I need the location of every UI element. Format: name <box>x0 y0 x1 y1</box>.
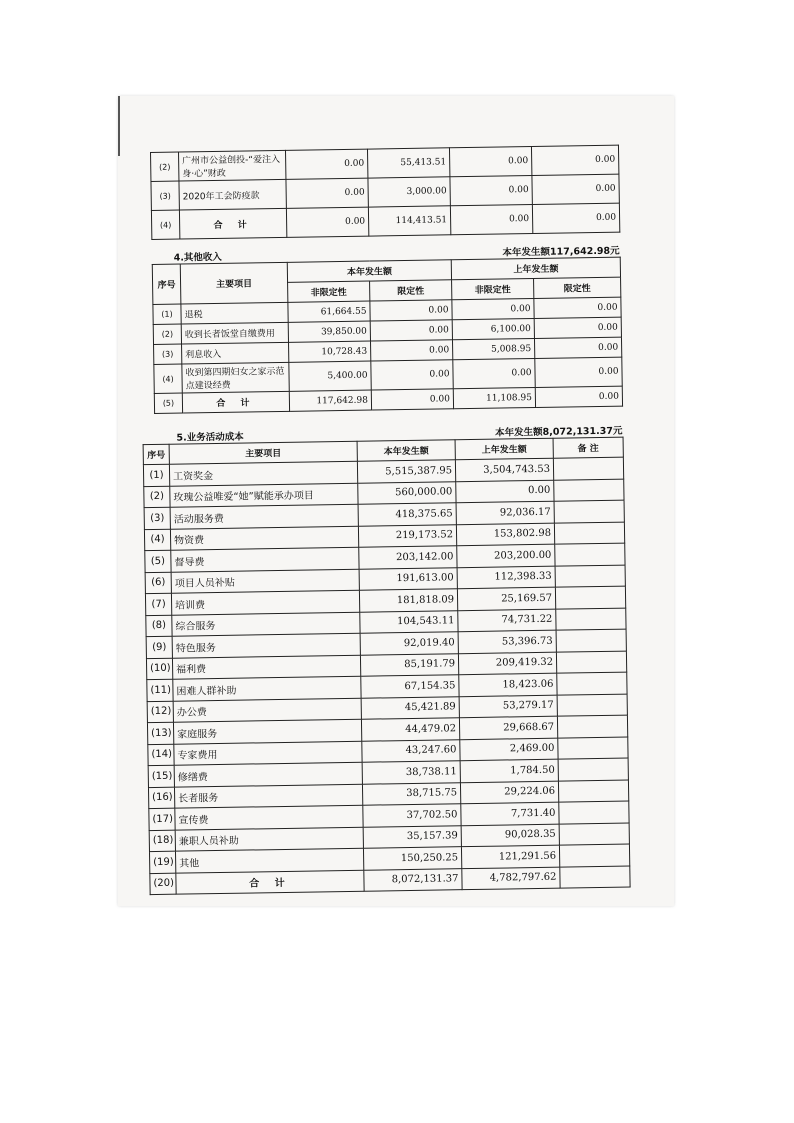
row-remark <box>555 586 625 609</box>
row-previous: 74,731.22 <box>458 609 556 632</box>
row-current: 35,157.39 <box>363 825 461 848</box>
row-remark <box>558 758 628 781</box>
row-item: 收到第四期妇女之家示范点建设经费 <box>182 362 289 393</box>
row-value: 10,728.43 <box>289 341 371 362</box>
row-value: 0.00 <box>534 297 621 318</box>
business-cost-total-note: 本年发生额8,072,131.37元 <box>495 425 623 439</box>
col-current: 本年发生额 <box>287 260 451 283</box>
row-remark <box>553 457 623 480</box>
other-income-title: 4.其他收入 <box>173 251 222 264</box>
row-current: 203,142.00 <box>359 546 457 569</box>
row-value: 0.00 <box>285 149 367 179</box>
row-value: 0.00 <box>531 145 618 175</box>
row-remark <box>556 651 626 674</box>
row-value: 61,664.55 <box>288 301 370 322</box>
row-value: 0.00 <box>532 174 619 204</box>
row-current: 8,072,131.37 <box>364 868 462 891</box>
row-previous: 29,668.67 <box>459 716 557 739</box>
row-item: 福利费 <box>172 655 360 679</box>
row-seq: (3) <box>144 507 170 529</box>
row-remark <box>556 608 626 631</box>
row-value: 55,413.51 <box>367 148 449 178</box>
row-previous: 1,784.50 <box>460 759 558 782</box>
row-seq: (15) <box>148 765 174 787</box>
row-current: 418,375.65 <box>358 503 456 526</box>
row-value: 0.00 <box>535 386 622 407</box>
row-value: 0.00 <box>450 205 532 235</box>
row-seq: (19) <box>149 851 175 873</box>
row-previous: 18,423.06 <box>459 673 557 696</box>
row-remark <box>555 543 625 566</box>
row-item: 困难人群补助 <box>173 676 361 700</box>
row-item: 收到长者饭堂自缴费用 <box>181 322 288 344</box>
row-seq: (3) <box>151 181 179 210</box>
row-current: 38,715.75 <box>362 782 460 805</box>
row-current: 37,702.50 <box>363 804 461 827</box>
row-value: 0.00 <box>370 320 452 341</box>
row-seq: (8) <box>146 615 172 637</box>
row-previous: 203,200.00 <box>457 544 555 567</box>
col-item: 主要项目 <box>169 441 357 464</box>
row-current: 150,250.25 <box>363 847 461 870</box>
row-current: 5,515,387.95 <box>357 460 455 483</box>
col-cur-unrestricted: 非限定性 <box>288 281 370 302</box>
row-value: 5,008.95 <box>453 338 535 359</box>
row-seq: (1) <box>153 304 181 324</box>
row-item: 合 计 <box>176 870 364 894</box>
row-seq: (13) <box>147 722 173 744</box>
row-item: 2020年工会防疫款 <box>179 179 286 210</box>
document-page <box>147 145 630 895</box>
row-item: 长者服务 <box>174 784 362 808</box>
row-seq: (4) <box>151 210 179 239</box>
row-value: 0.00 <box>286 207 368 237</box>
row-seq: (1) <box>143 464 169 486</box>
row-item: 活动服务费 <box>170 504 358 528</box>
row-seq: (20) <box>150 873 176 895</box>
other-income-table <box>152 257 623 414</box>
col-current: 本年发生额 <box>357 440 455 462</box>
row-previous: 2,469.00 <box>460 738 558 761</box>
income-continuation-table <box>150 145 620 240</box>
row-previous: 0.00 <box>456 480 554 503</box>
row-item: 督导费 <box>171 547 359 571</box>
row-item: 其他 <box>175 848 363 872</box>
row-remark <box>558 737 628 760</box>
row-current: 219,173.52 <box>358 524 456 547</box>
row-remark <box>557 715 627 738</box>
row-item: 宣传费 <box>175 805 363 829</box>
row-current: 191,613.00 <box>359 567 457 590</box>
business-cost-table <box>143 437 631 895</box>
row-value: 0.00 <box>450 176 532 206</box>
row-current: 45,421.89 <box>361 696 459 719</box>
row-seq: (16) <box>148 787 174 809</box>
row-item: 玫瑰公益唯爱“她”赋能承办项目 <box>170 483 358 507</box>
row-value: 0.00 <box>534 337 621 358</box>
row-item: 退税 <box>181 302 288 324</box>
row-previous: 25,169.57 <box>457 587 555 610</box>
row-item: 广州市公益创投-“爱注入身·心”财政 <box>179 150 286 181</box>
row-value: 0.00 <box>286 178 368 208</box>
row-previous: 112,398.33 <box>457 566 555 589</box>
row-item: 物资费 <box>170 526 358 550</box>
row-seq: (6) <box>145 572 171 594</box>
row-value: 0.00 <box>449 147 531 177</box>
row-value: 0.00 <box>371 360 453 390</box>
row-seq: (18) <box>149 830 175 852</box>
col-remark: 备 注 <box>553 437 623 458</box>
row-value: 0.00 <box>370 340 452 361</box>
row-seq: (5) <box>145 550 171 572</box>
table-row <box>151 203 619 239</box>
col-cur-restricted: 限定性 <box>370 280 452 301</box>
row-item: 兼职人员补助 <box>175 827 363 851</box>
row-current: 43,247.60 <box>362 739 460 762</box>
col-previous: 上年发生额 <box>451 257 620 280</box>
col-prev-restricted: 限定性 <box>534 277 621 298</box>
row-item: 项目人员补贴 <box>171 569 359 593</box>
col-previous: 上年发生额 <box>455 438 553 460</box>
row-value: 117,642.98 <box>289 390 371 411</box>
other-income-total-note: 本年发生额117,642.98元 <box>502 245 620 259</box>
row-item: 修缮费 <box>174 762 362 786</box>
row-item: 培训费 <box>171 590 359 614</box>
row-value: 0.00 <box>453 358 535 388</box>
row-value: 0.00 <box>371 389 453 410</box>
row-previous: 121,291.56 <box>461 845 559 868</box>
col-seq: 序号 <box>152 264 181 304</box>
row-value: 39,850.00 <box>288 321 370 342</box>
row-item: 合 计 <box>182 391 289 413</box>
row-value: 0.00 <box>532 203 619 233</box>
row-previous: 3,504,743.53 <box>455 458 553 481</box>
row-seq: (3) <box>154 344 182 364</box>
business-cost-title: 5.业务活动成本 <box>176 431 244 444</box>
col-prev-unrestricted: 非限定性 <box>452 278 534 299</box>
row-value: 0.00 <box>370 300 452 321</box>
row-remark <box>558 780 628 803</box>
row-value: 0.00 <box>452 298 534 319</box>
row-value: 5,400.00 <box>289 361 371 391</box>
row-item: 合 计 <box>179 208 286 239</box>
row-current: 44,479.02 <box>361 718 459 741</box>
row-seq: (12) <box>147 701 173 723</box>
col-seq: 序号 <box>143 444 169 464</box>
row-previous: 90,028.35 <box>461 824 559 847</box>
row-seq: (11) <box>147 679 173 701</box>
row-current: 181,818.09 <box>359 589 457 612</box>
row-value: 0.00 <box>535 357 622 387</box>
row-seq: (2) <box>144 486 170 508</box>
row-remark <box>554 479 624 502</box>
row-item: 综合服务 <box>172 612 360 636</box>
row-item: 办公费 <box>173 698 361 722</box>
row-current: 85,191.79 <box>360 653 458 676</box>
row-remark <box>557 694 627 717</box>
row-current: 104,543.11 <box>360 610 458 633</box>
row-value: 11,108.95 <box>453 387 535 408</box>
row-value: 3,000.00 <box>368 177 450 207</box>
row-remark <box>556 629 626 652</box>
row-previous: 153,802.98 <box>456 523 554 546</box>
row-item: 专家费用 <box>174 741 362 765</box>
row-seq: (7) <box>145 593 171 615</box>
row-seq: (17) <box>149 808 175 830</box>
row-previous: 53,279.17 <box>459 695 557 718</box>
row-item: 利息收入 <box>182 342 289 364</box>
row-item: 特色服务 <box>172 633 360 657</box>
row-seq: (10) <box>146 658 172 680</box>
row-current: 38,738.11 <box>362 761 460 784</box>
row-remark <box>557 672 627 695</box>
row-current: 560,000.00 <box>358 481 456 504</box>
row-remark <box>559 823 629 846</box>
row-remark <box>559 844 629 867</box>
row-remark <box>560 866 630 889</box>
row-seq: (14) <box>148 744 174 766</box>
row-value: 6,100.00 <box>452 318 534 339</box>
row-remark <box>554 500 624 523</box>
row-seq: (5) <box>154 393 182 413</box>
row-previous: 53,396.73 <box>458 630 556 653</box>
row-value: 114,413.51 <box>368 206 450 236</box>
row-previous: 209,419.32 <box>458 652 556 675</box>
row-value: 0.00 <box>534 317 621 338</box>
row-seq: (9) <box>146 636 172 658</box>
row-current: 92,019.40 <box>360 632 458 655</box>
col-item: 主要项目 <box>180 262 288 304</box>
row-remark <box>559 801 629 824</box>
row-previous: 92,036.17 <box>456 501 554 524</box>
row-seq: (4) <box>144 529 170 551</box>
row-item: 家庭服务 <box>173 719 361 743</box>
row-remark <box>554 522 624 545</box>
row-item: 工资奖金 <box>169 461 357 485</box>
row-current: 67,154.35 <box>361 675 459 698</box>
row-previous: 29,224.06 <box>460 781 558 804</box>
row-seq: (2) <box>151 152 179 181</box>
row-previous: 4,782,797.62 <box>462 867 560 890</box>
row-seq: (4) <box>154 364 182 393</box>
row-seq: (2) <box>153 324 181 344</box>
row-remark <box>555 565 625 588</box>
row-previous: 7,731.40 <box>461 802 559 825</box>
